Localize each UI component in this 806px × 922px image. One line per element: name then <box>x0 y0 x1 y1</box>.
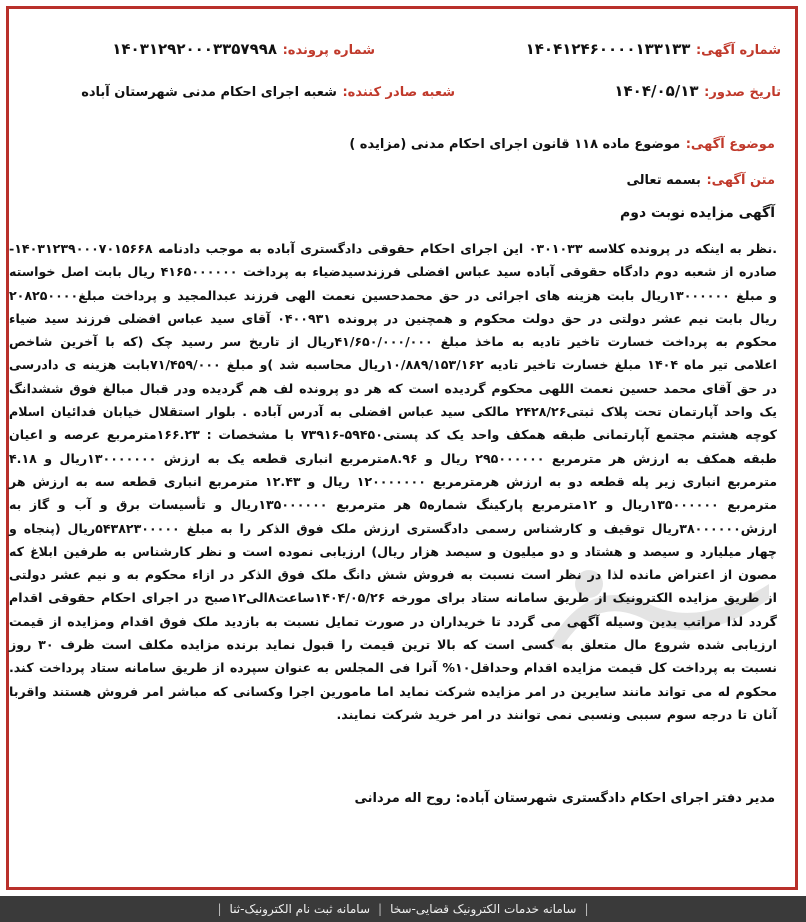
notice-body <box>9 237 777 726</box>
issue-date-row <box>614 81 781 100</box>
signature: مدیر دفتر اجرای احکام دادگستری شهرستان آباده: روح اله مردانی <box>354 791 775 806</box>
text-row <box>627 169 775 188</box>
case-number: ۱۴۰۳۱۲۹۲۰۰۰۳۳۵۷۹۹۸ <box>112 40 278 58</box>
footer-bar <box>0 896 806 922</box>
footer-link-sana[interactable]: سامانه ثبت نام الکترونیک-ثنا <box>229 902 371 916</box>
notice-body-text: .نظر به اینکه در پرونده کلاسه ۰۳۰۱۰۳۳ این اجرای احکام حقوقی دادگستری آباده به موجب دادنامه ۱۴۰۳۱۲۳۹۰۰۰۷۰۱۵۶۶۸-صادره از شعبه دوم دادگاه حقوقی آباده سید عباس افضلی فرزندسیدضیاء به پرداخت ۴۱۶۵۰۰۰۰۰۰ ریال بابت اصل خواسته و مبلغ ۱۳۰۰۰۰۰۰ریال بابت هزینه های اجرائی در حق محمدحسین نعمت الهی فرزند عبدالمجید و پرداخت مبلغ۲۰۸۲۵۰۰۰۰ ریال بابت نیم عشر دولتی در حق دولت محکوم و همچنین در پرونده ۰۴۰۰۹۳۱ آقای سید عباس افضلی فرزند سید ضیاء محکوم به پرداخت خسارت تاخیر تادیه به ماخذ مبلغ ۴۱/۶۵۰/۰۰۰/۰۰۰ریال از تاریخ سر رسید چک (که با آخرین شاخص اعلامی تیر ماه ۱۴۰۴ مبلغ خسارت تاخیر تادیه ۱۰/۸۸۹/۱۵۳/۱۶۲ریال محاسبه شد )و مبلغ ۷۱/۴۵۹/۰۰۰بابت هزینه ی دادرسی در حق آقای محمد حسین نعمت اللهی محکوم گردیده است که هر دو پرونده لف هم گردیده ودر قبال مبالغ فوق ششدانگ یک واحد آپارتمان تحت پلاک ثبتی۲۴۲۸/۲۶ مالکی سید عباس افضلی به آدرس آباده . بلوار استقلال خیابان فدائیان اسلام کوچه هشتم مجتمع آپارتمانی طبقه همکف واحد یک کد پستی۵۹۴۵۰-۷۳۹۱۶ با مشخصات : ۱۶۶.۲۳مترمربع عرصه و اعیان طبقه همکف به ارزش هر مترمربع ۲۹۵۰۰۰۰۰۰ ریال و ۸.۹۶مترمربع انباری قطعه یک به ارزش ۱۳۰۰۰۰۰۰۰ریال و ۴.۱۸ مترمربع انباری زیر پله قطعه دو به ارزش هرمترمربع ۱۲۰۰۰۰۰۰۰ ریال و ۱۲.۴۳ مترمربع انباری قطعه سه به ارزش هر مترمربع ۱۳۵۰۰۰۰۰۰ریال و ۱۲مترمربع پارکینگ شماره۵ هر مترمربع ۱۳۵۰۰۰۰۰۰ریال و تأسیسات برق و آب و گاز به ارزش۳۸۰۰۰۰۰۰ریال توقیف و کارشناس رسمی دادگستری ارزش ملک فوق الذکر را به مبلغ ۵۴۳۸۲۳۰۰۰۰۰ریال (پنجاه و چهار میلیارد و سیصد و هشتاد و دو میلیون و سیصد هزار ریال) ارزیابی نموده است و نظر کارشناس به طرفین ابلاغ که مصون از اعتراض مانده لذا در نظر است نسبت به فروش شش دانگ ملک فوق الذکر در ازاء محکوم به و نیم عشر دولتی از طریق مزایده الکترونیک از طریق سامانه ستاد برای مورخه ۱۴۰۴/۰۵/۲۶ساعت۸الی۱۲صبح در اجرای احکام حقوقی اقدام گردد لذا مراتب بدین وسیله آگهی می گردد تا خریداران در صورت تمایل نسبت به بازدید ملک فوق اقدام ومزایده از قیمت ارزیابی شده شروع مال متعلق به کسی است که بالا ترین قیمت را قبول نماید برنده مزایده مکلف است ظرف ۳۰ روز نسبت به پرداخت کل قیمت مزایده اقدام وحداقل۱۰% آنرا فی المجلس به عنوان سپرده از طریق سامانه ستاد پرداخت کند. محکوم له می تواند مانند سایرین در امر مزایده شرکت نماید اما مامورین اجرا وکسانی که مباشر امر فروش هستند واقربا آنان تا درجه سوم سببی ونسبی نمی توانند در امر خرید شرکت نمایند. <box>9 241 778 722</box>
issuer: شعبه اجرای احکام مدنی شهرستان آباده <box>81 85 337 100</box>
subject-label: موضوع آگهی: <box>685 137 775 152</box>
text-intro: بسمه تعالی <box>626 173 701 188</box>
notice-frame <box>6 6 798 890</box>
subject-row <box>349 133 775 152</box>
notice-heading: آگهی مزایده نوبت دوم <box>619 205 775 221</box>
ad-number-label: شماره آگهی: <box>695 43 781 58</box>
footer-separator: | <box>378 902 383 916</box>
footer-separator: | <box>584 902 589 916</box>
ad-number-row <box>526 39 781 58</box>
issuer-label: شعبه صادر کننده: <box>342 85 455 100</box>
text-label: متن آگهی: <box>706 173 775 188</box>
case-number-row <box>112 39 375 58</box>
issue-date-label: تاریخ صدور: <box>704 85 781 100</box>
issuer-row <box>81 81 455 100</box>
subject: موضوع ماده ۱۱۸ قانون اجرای احکام مدنی (مزایده ) <box>349 137 681 152</box>
ad-number: ۱۴۰۴۱۲۴۶۰۰۰۰۱۳۳۱۳۳ <box>525 40 691 58</box>
footer-link-sakha[interactable]: سامانه خدمات الکترونیک قضایی-سخا <box>390 902 577 916</box>
footer-separator: | <box>217 902 222 916</box>
case-number-label: شماره پرونده: <box>282 43 375 58</box>
issue-date: ۱۴۰۴/۰۵/۱۳ <box>614 82 699 100</box>
